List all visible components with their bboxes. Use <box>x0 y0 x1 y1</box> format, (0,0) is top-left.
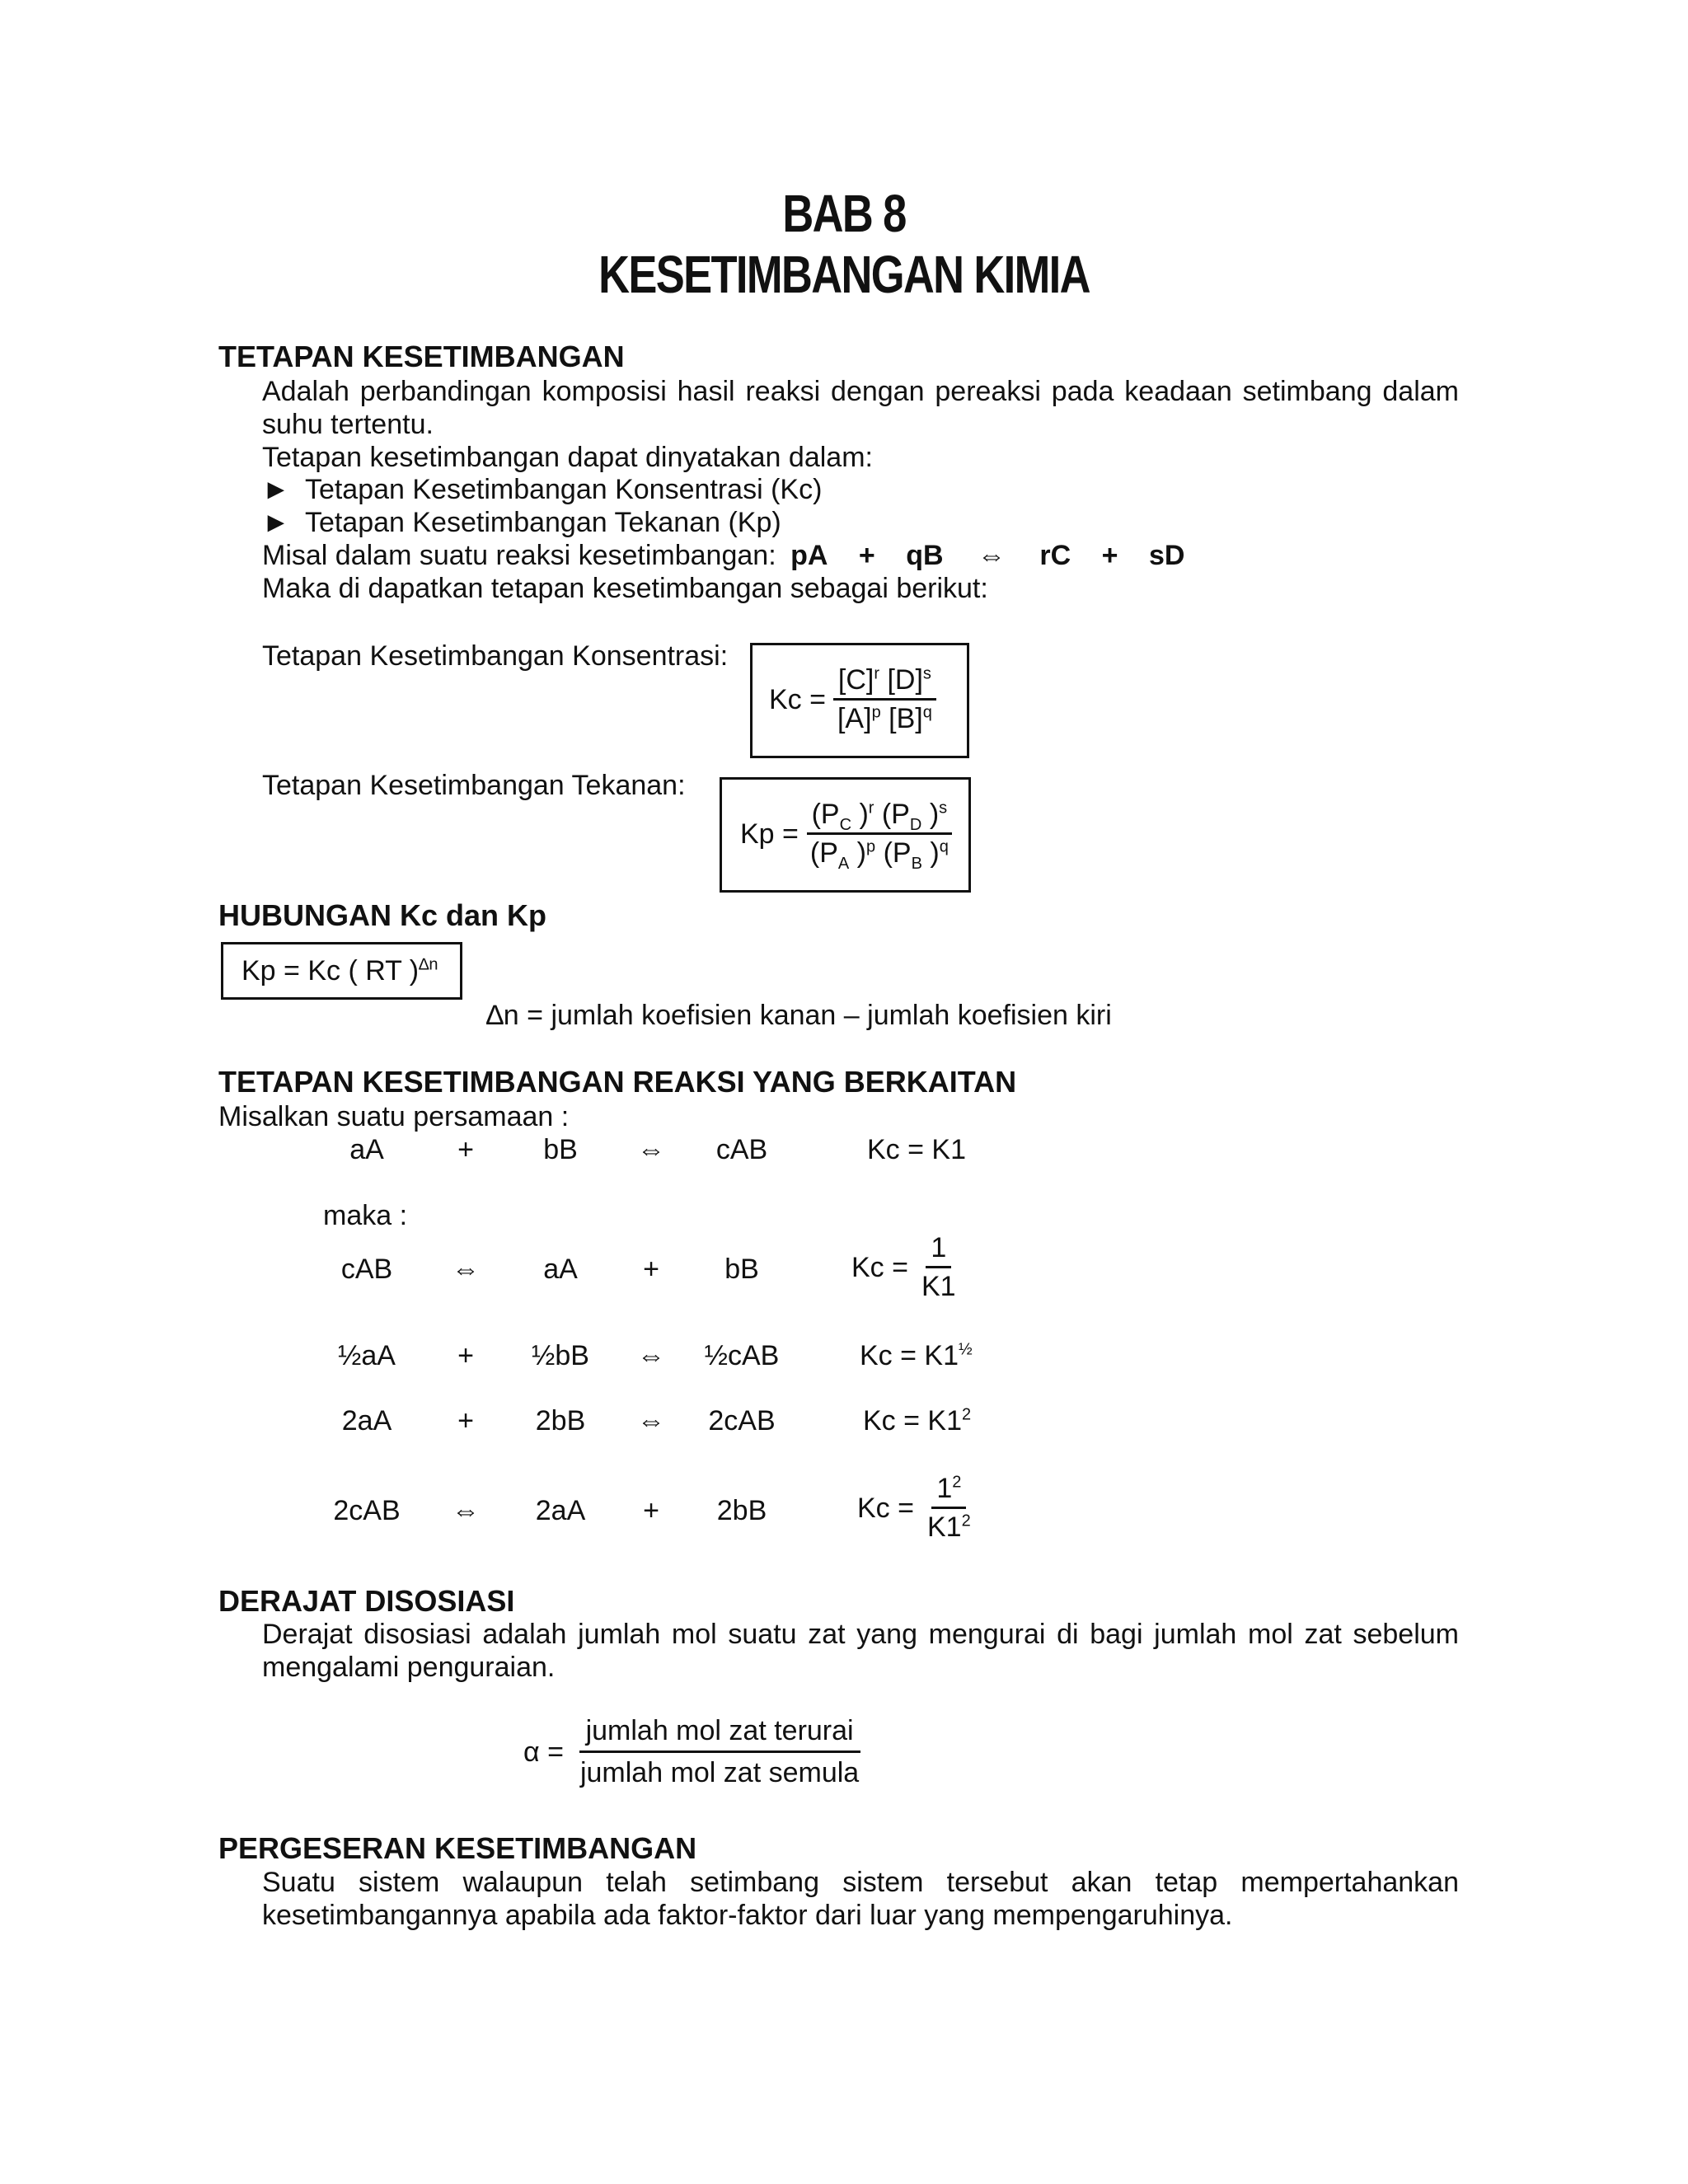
eq-term: bB <box>724 1254 759 1285</box>
reaction-line <box>262 539 1184 572</box>
plus-sign: + <box>1101 540 1118 571</box>
alpha-fraction: $\frac{\text{jumlah mol zat terurai}}{\text{jumlah mol zat semula}}$ <box>579 1715 860 1788</box>
bullet-kc-text: Tetapan Kesetimbangan Konsentrasi (Kc) <box>304 474 823 505</box>
kc-reciprocal-squared: Kc = $\frac{1^2}{K1^2}$ <box>857 1473 971 1543</box>
disosiasi-definition: Derajat disosiasi adalah jumlah mol suatu zat yang mengurai di bagi jumlah mol zat sebelum mengalami penguraian. <box>262 1619 1459 1683</box>
reactant-b: qB <box>906 540 944 571</box>
kp-kc-formula-box <box>221 942 462 1000</box>
alpha-lhs: α = <box>523 1736 564 1768</box>
kp-label: Tetapan Kesetimbangan Tekanan: <box>262 770 686 801</box>
kc-label: Tetapan Kesetimbangan Konsentrasi: <box>262 640 729 672</box>
section-heading-tetapan: TETAPAN KESETIMBANGAN <box>218 340 625 373</box>
kc-lhs: Kc = <box>769 683 826 715</box>
equilibrium-arrow: ⇔ <box>452 1495 480 1526</box>
equilibrium-arrow: ⇔ <box>977 540 1006 571</box>
chapter-title: KESETIMBANGAN KIMIA <box>598 245 1090 304</box>
bullet-marker: ► <box>262 474 290 505</box>
eq-term: 2aA <box>341 1405 392 1436</box>
delta-n-definition: ∆n = jumlah koefisien kanan – jumlah koefisien kiri <box>486 1000 1112 1031</box>
eq-term: cAB <box>340 1254 393 1285</box>
eq-term: ½bB <box>532 1340 589 1371</box>
equilibrium-arrow: ⇔ <box>637 1134 665 1165</box>
product-d: sD <box>1148 540 1185 571</box>
bullet-marker: ► <box>262 507 290 538</box>
eq-operator: + <box>457 1134 474 1165</box>
kc-value: Kc = K1 <box>867 1134 967 1165</box>
section-heading-pergeseran: PERGESERAN KESETIMBANGAN <box>218 1831 697 1865</box>
equilibrium-arrow: ⇔ <box>637 1340 665 1371</box>
eq-term: 2bB <box>716 1495 767 1526</box>
section-heading-disosiasi: DERAJAT DISOSIASI <box>218 1584 515 1618</box>
eq-term: 2cAB <box>708 1405 776 1436</box>
tetapan-intro: Tetapan kesetimbangan dapat dinyatakan dalam: <box>262 442 873 473</box>
section-heading-berkaitan: TETAPAN KESETIMBANGAN REAKSI YANG BERKAITAN <box>218 1065 1017 1099</box>
kc-power-half: $Kc = K1^{\frac{1}{2}}$ <box>860 1340 973 1371</box>
bullet-kp <box>262 506 781 539</box>
eq-term: 2bB <box>535 1405 586 1436</box>
maka-label: maka : <box>323 1200 408 1231</box>
reaction-prefix: Misal dalam suatu reaksi kesetimbangan: <box>262 540 776 571</box>
bullet-kc <box>262 473 822 506</box>
eq-operator: + <box>643 1495 659 1526</box>
kc-reciprocal: Kc = $\frac{1}{K1}$ <box>851 1232 956 1302</box>
product-c: rC <box>1039 540 1071 571</box>
eq-term: bB <box>543 1134 578 1165</box>
eq-term: ½aA <box>338 1340 396 1371</box>
eq-term: cAB <box>715 1134 768 1165</box>
equilibrium-arrow: ⇔ <box>452 1254 480 1285</box>
tetapan-then: Maka di dapatkan tetapan kesetimbangan sebagai berikut: <box>262 573 988 604</box>
tetapan-definition: Adalah perbandingan komposisi hasil reaksi dengan pereaksi pada keadaan setimbang dalam suhu tertentu. <box>262 376 1459 440</box>
kc-power-two: $Kc = K1^2$ <box>863 1405 972 1436</box>
pergeseran-definition: Suatu sistem walaupun telah setimbang sistem tersebut akan tetap mempertahankan kesetimbangannya apabila ada faktor-faktor dari luar yang mempengaruhinya. <box>262 1867 1459 1931</box>
section-heading-hubungan: HUBUNGAN Kc dan Kp <box>218 898 547 932</box>
eq-term: 2aA <box>535 1495 586 1526</box>
kc-formula-box <box>750 643 969 758</box>
reactant-a: pA <box>790 540 828 571</box>
kc-fraction: $\frac{[C]^r [D]^s}{[A]^p [B]^q}$ <box>832 663 937 735</box>
bullet-kp-text: Tetapan Kesetimbangan Tekanan (Kp) <box>304 507 781 538</box>
eq-operator: + <box>643 1254 659 1285</box>
eq-term: 2cAB <box>333 1495 401 1526</box>
eq-term: aA <box>349 1134 384 1165</box>
equilibrium-arrow: ⇔ <box>637 1405 665 1436</box>
kp-fraction: $\frac{(P_C )^r (P_D )^s}{(P_A )^p (P_B )^q}$ <box>805 798 954 869</box>
chapter-number: BAB 8 <box>782 184 906 243</box>
kp-kc-formula: Kp = Kc ( RT ) <box>241 955 420 987</box>
delta-n-exponent: ∆n <box>419 955 438 974</box>
eq-operator: + <box>457 1405 474 1436</box>
plus-sign: + <box>858 540 875 571</box>
eq-term: aA <box>543 1254 578 1285</box>
kp-lhs: Kp = <box>740 818 799 850</box>
eq-operator: + <box>457 1340 474 1371</box>
berkaitan-intro: Misalkan suatu persamaan : <box>218 1101 570 1132</box>
alpha-formula <box>523 1714 865 1789</box>
eq-term: ½cAB <box>704 1340 780 1371</box>
kp-formula-box <box>720 777 971 893</box>
